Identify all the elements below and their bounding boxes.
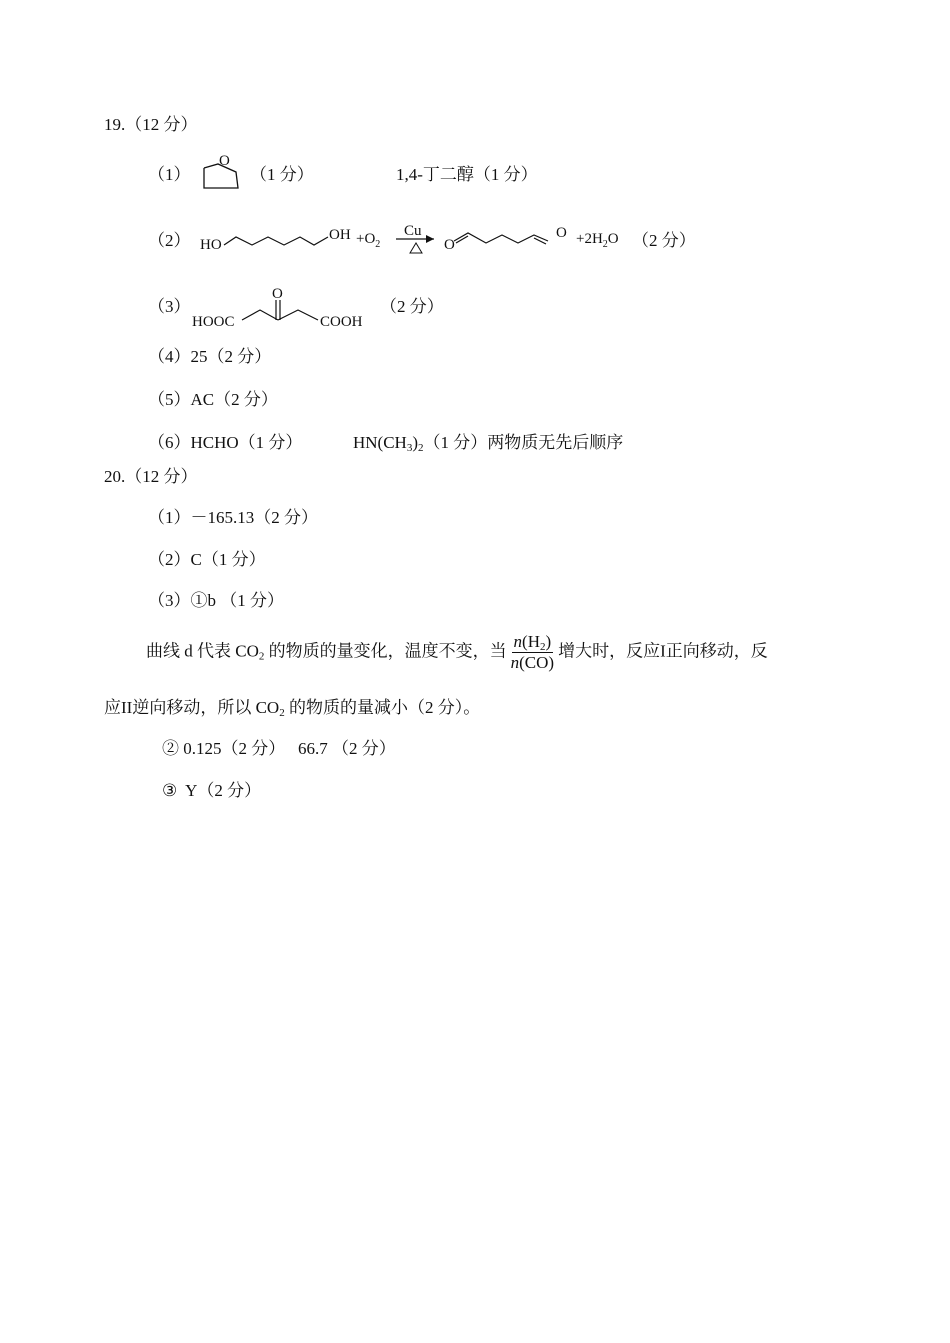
q19-p3-label: （3） <box>148 297 191 316</box>
q20-p3: （3）①b （1 分） <box>148 591 284 610</box>
q20-explanation-line2: 应II逆向移动，所以 $CO_2$ 的物质的量减小（2 分）。 <box>104 698 481 719</box>
q19-heading: 19.（12 分） <box>104 115 198 134</box>
q19-p1-label: （1） <box>148 165 191 184</box>
ratio-fraction: $\frac{n(H_2)}{n(CO)}$ <box>510 632 555 672</box>
q20-p3-2: ② 0.125（2 分） 66.7 （2 分） <box>162 739 396 758</box>
q20-p2: （2）C（1 分） <box>148 550 266 569</box>
reactant-oh: OH <box>329 227 351 243</box>
plus-o2: $+O_2$ <box>356 231 381 250</box>
q19-p1-name: 1,4-丁二醇（1 分） <box>396 165 538 184</box>
thf-oxygen-label: O <box>219 153 230 169</box>
q19-p6-b: $HN(CH_3)_2(1$ 分）两物质无先后顺序 <box>353 433 624 454</box>
q19-p4: （4）25（2 分） <box>148 347 272 366</box>
q19-p3-score: （2 分） <box>380 297 444 316</box>
product-o-right: O <box>556 225 567 241</box>
product-o-left: O <box>444 237 455 253</box>
q19-p5: （5）AC（2 分） <box>148 390 278 409</box>
q19-p1-score: （1 分） <box>250 165 314 184</box>
reactant-ho: HO <box>200 237 222 253</box>
cooh-group: COOH <box>320 314 363 330</box>
q19-p6-a: （6）HCHO（1 分） <box>148 433 303 452</box>
q20-p3-3: ③ Y（2 分） <box>162 781 262 800</box>
keto-oxygen: O <box>272 286 283 302</box>
q20-p1: （1）－165.13（2 分） <box>148 508 318 527</box>
q19-p2-label: （2） <box>148 231 191 250</box>
thf-structure <box>198 148 248 194</box>
plus-2h2o: $+2H_2O$ <box>576 231 619 250</box>
catalyst-cu: Cu <box>404 223 422 239</box>
q19-p2-score: （2 分） <box>632 231 696 250</box>
q19-p3-structure <box>190 282 390 332</box>
hooc-group: HOOC <box>192 314 235 330</box>
q20-explanation-line1: 曲线 d 代表 $CO_2$ 的物质的量变化，温度不变，当 $\frac{n(H_2)}{n(CO)}$ 增大时，反应I正向移动，反 <box>146 632 768 672</box>
q20-heading: 20.（12 分） <box>104 467 198 486</box>
